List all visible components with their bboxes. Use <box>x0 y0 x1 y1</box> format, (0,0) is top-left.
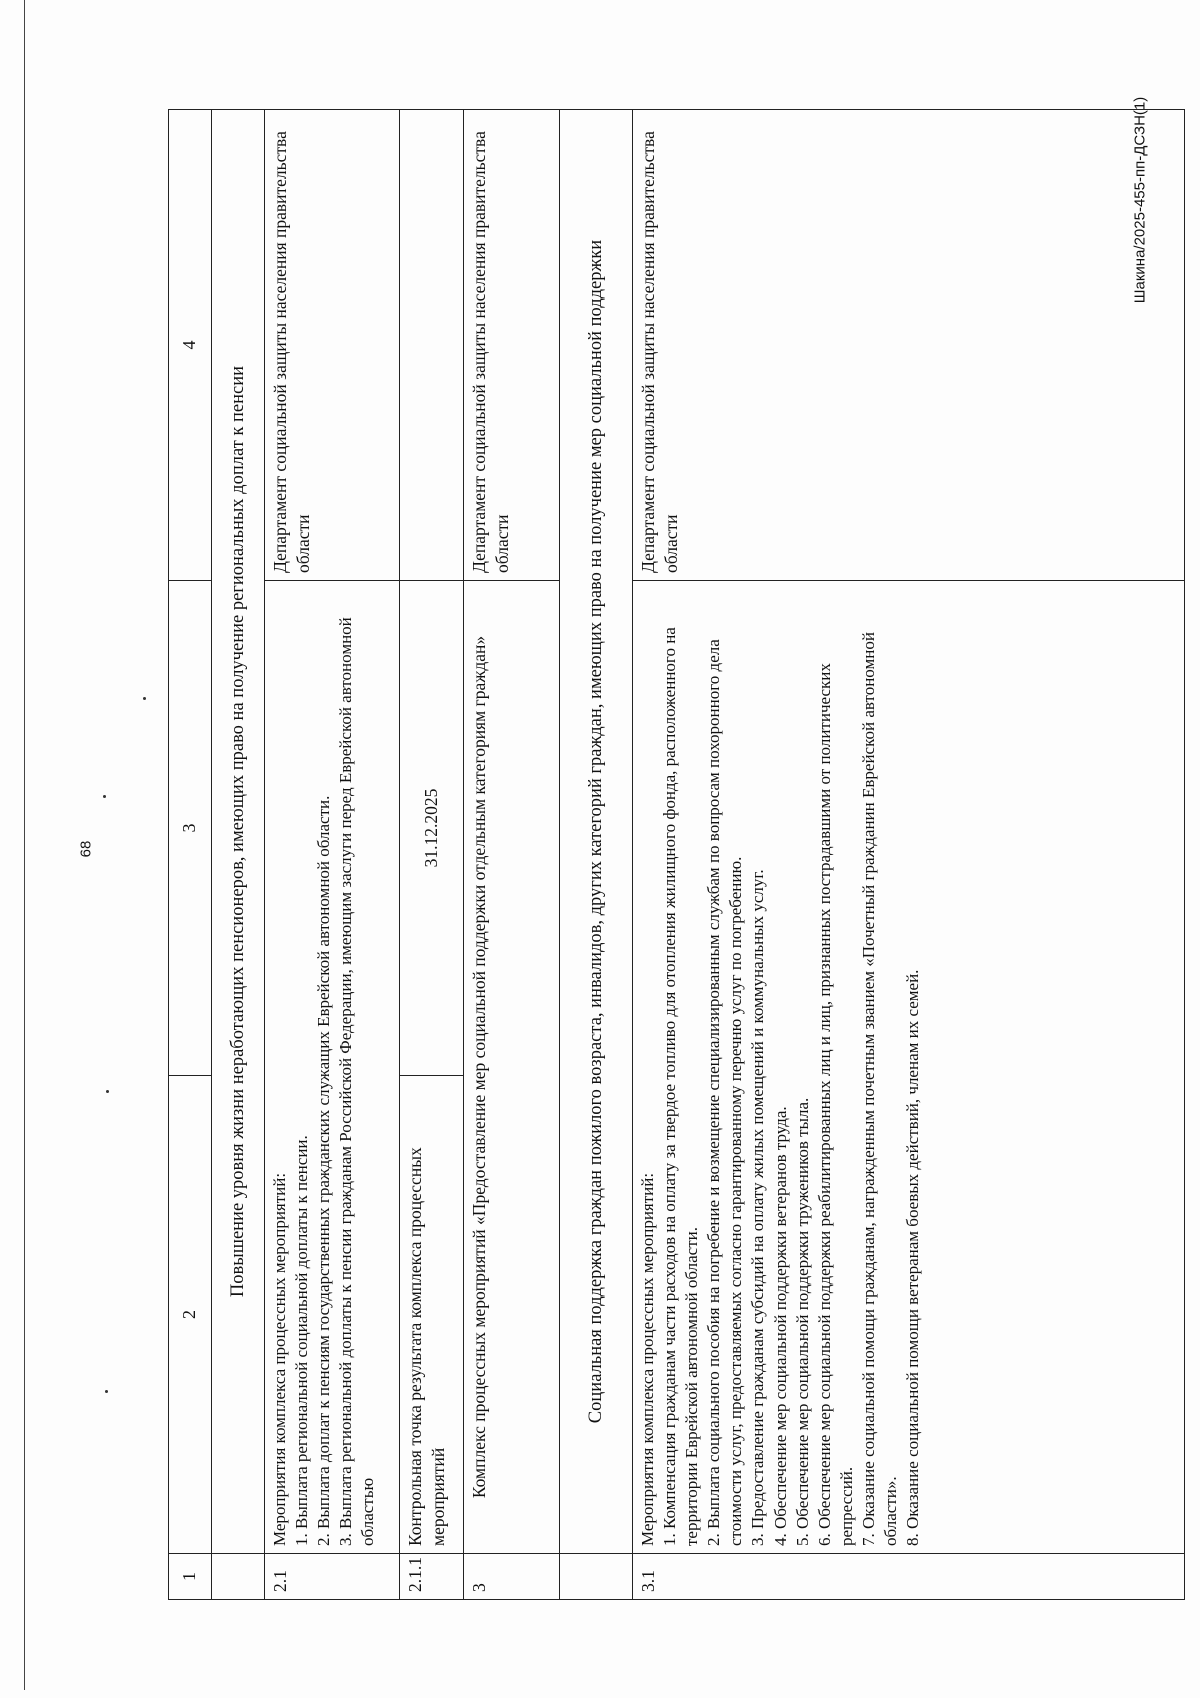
header-cell-3: 3 <box>169 581 212 1076</box>
measure-item: 4. Обеспечение мер социальной поддержки ветеранов труда. <box>770 1106 790 1546</box>
row-number: 3.1 <box>633 1554 1185 1600</box>
row-number: 2.1 <box>265 1554 400 1600</box>
header-cell-2: 2 <box>169 1076 212 1554</box>
measure-item: 7. Оказание социальной помощи гражданам, награжденным почетным званием «Почетный гражданин Еврейской автономной области». <box>858 632 901 1546</box>
responsible-cell: Департамент социальной защиты населения правительства области <box>265 110 400 581</box>
row-number: 3 <box>464 1554 560 1600</box>
scan-speck <box>103 795 106 798</box>
section-row <box>560 110 633 1600</box>
page-number: 68 <box>77 840 95 858</box>
table-row <box>265 110 400 1600</box>
section-row <box>212 110 265 1600</box>
measure-item: 1. Выплата региональной социальной доплаты к пенсии. <box>292 1135 312 1546</box>
measures-table <box>168 109 1185 1600</box>
complex-name-cell: Комплекс процессных мероприятий «Предоставление мер социальной поддержки отдельным категориям граждан» <box>464 581 560 1554</box>
responsible-cell: Департамент социальной защиты населения правительства области <box>464 110 560 581</box>
measures-intro: Мероприятия комплекса процессных мероприятий: <box>638 1172 657 1546</box>
measure-item: 2. Выплата доплат к пенсиям государственных гражданских служащих Еврейской автономной области. <box>314 795 334 1546</box>
measure-item: 3. Предоставление гражданам субсидий на оплату жилых помещений и коммунальных услуг. <box>748 869 768 1546</box>
measure-item: 1. Компенсация гражданам части расходов на оплату за твердое топливо для отопления жилищного фонда, расположенного на территории Еврейской автономной области. <box>660 627 702 1546</box>
date-cell: 31.12.2025 <box>400 581 464 1076</box>
table-row <box>400 110 464 1600</box>
measure-item: 3. Выплата региональной доплаты к пенсии гражданам Российской Федерации, имеющим заслуги перед Еврейской автономной областью <box>336 617 378 1546</box>
table-row <box>464 110 560 1600</box>
measure-item: 8. Оказание социальной помощи ветеранам боевых действий, членам их семей. <box>903 969 923 1546</box>
scan-speck <box>143 697 146 700</box>
measure-item: 2. Выплата социального пособия на погребение и возмещение специализированным службам по вопросам похоронного дела стоимости услуг, предоставляемых согласно гарантированному перечню услуг по погребению. <box>704 639 746 1546</box>
measure-item: 6. Обеспечение мер социальной поддержки реабилитированных лиц и лиц, признанных пострадавшими от политических репрессий. <box>814 663 856 1546</box>
control-point-cell: Контрольная точка результата комплекса процессных мероприятий <box>400 1076 464 1554</box>
measure-item: 5. Обеспечение мер социальной поддержки тружеников тыла. <box>792 1097 812 1546</box>
measures-cell <box>265 581 400 1554</box>
scan-speck <box>105 1390 108 1393</box>
document-code: Шакина/2025-455-пп-ДСЗН(1) <box>1131 96 1149 304</box>
measures-intro: Мероприятия комплекса процессных мероприятий: <box>270 1172 289 1546</box>
row-number: 2.1.1 <box>400 1554 464 1600</box>
section-title: Социальная поддержка граждан пожилого возраста, инвалидов, других категорий граждан, имеющих право на получение мер социальной поддержки <box>560 110 633 1554</box>
table-row <box>633 110 1185 1600</box>
rotated-table-container <box>168 110 1185 1600</box>
responsible-cell: Департамент социальной защиты населения правительства области <box>633 110 1185 581</box>
measures-cell <box>633 581 1185 1554</box>
scan-speck <box>106 1090 109 1093</box>
page-edge-line <box>24 0 25 1690</box>
header-cell-1: 1 <box>169 1554 212 1600</box>
header-cell-4: 4 <box>169 110 212 581</box>
section-title: Повышение уровня жизни неработающих пенсионеров, имеющих право на получение региональных доплат к пенсии <box>212 110 265 1554</box>
table-header-row <box>169 110 212 1600</box>
